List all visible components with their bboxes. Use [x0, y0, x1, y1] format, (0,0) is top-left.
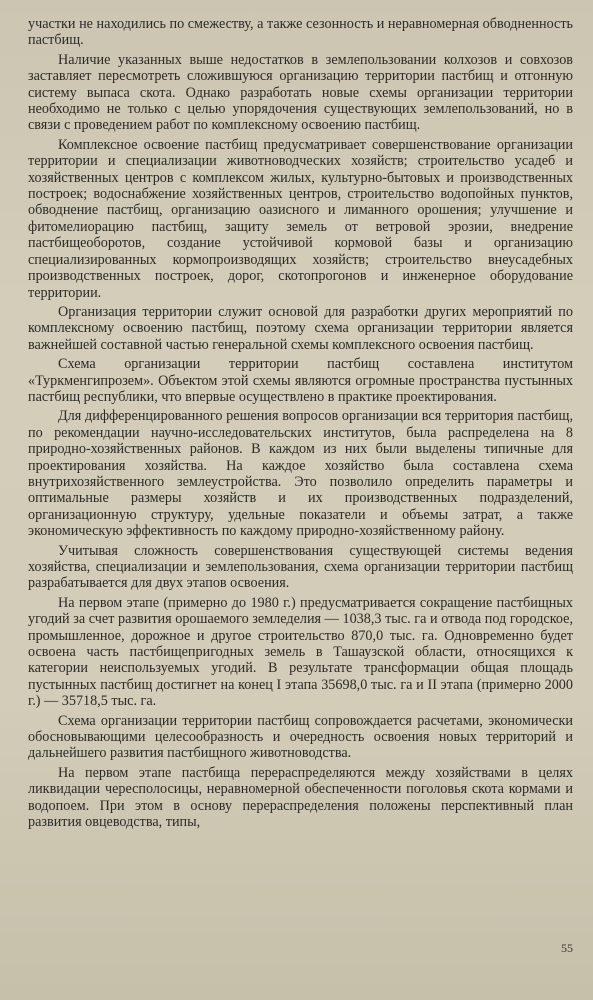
paragraph-8: На первом этапе (примерно до 1980 г.) предусматривается сокращение пастбищных угодий за счет развития орошаемого земледелия — 1038,3 тыс. га и отвода под городское, промышленное, дорожное и другое строительство 870,0 тыс. га. Одновременно будет освоена часть пастбищепригодных земель в Ташаузской области, относящихся к категории неиспользуемых угодий. В результате трансформации общая площадь пустынных пастбищ достигнет на конец I этапа 35698,0 тыс. га и II этапа (примерно 2000 г.) — 35718,5 тыс. га. — [28, 594, 573, 710]
paragraph-1: участки не находились по смежеству, а также сезонность и неравномерная обводненность пастбищ. — [28, 16, 573, 49]
paragraph-9: Схема организации территории пастбищ сопровождается расчетами, экономически обосновывающими целесообразность и очередность освоения новых территорий и дальнейшего развития пастбищного животноводства. — [28, 712, 573, 762]
paragraph-3: Комплексное освоение пастбищ предусматривает совершенствование организации территории и специализации животноводческих хозяйств; строительство усадеб и хозяйственных центров с комплексом жилых, культурно-бытовых и производственных построек; водоснабжение хозяйственных центров, строительство водопойных пунктов, обводнение пастбищ, организацию оазисного и лиманного орошения; улучшение и фитомелиорацию пастбищ, защиту земель от ветровой эрозии, внедрение пастбищеоборотов, создание устойчивой кормовой базы и организацию специализированных кормопроизводящих хозяйств; строительство внеусадебных производственных построек, дорог, скотопрогонов и инженерное оборудование территории. — [28, 136, 573, 301]
page-number: 55 — [561, 941, 573, 955]
paragraph-6: Для дифференцированного решения вопросов организации вся территория пастбищ, по рекомендации научно-исследовательских институтов, была распределена на 8 природно-хозяйственных районов. В каждом из них были выделены типичные для проектирования хозяйства. На каждое хозяйство была составлена схема внутрихозяйственного землеустройства. Это позволило определить параметры и оптимальные размеры хозяйств и их производственных подразделений, организационную структуру, удельные показатели и объемы затрат, а также экономическую эффективность по каждому природно-хозяйственному району. — [28, 408, 573, 540]
paragraph-5: Схема организации территории пастбищ составлена институтом «Туркменгипрозем». Объектом этой схемы являются огромные пространства пустынных пастбищ республики, что впервые осуществлено в практике проектирования. — [28, 356, 573, 405]
paragraph-2: Наличие указанных выше недостатков в землепользовании колхозов и совхозов заставляет пересмотреть сложившуюся организацию территории пастбищ и отгонную систему выпаса скота. Однако разработать новые схемы организации территории необходимо не только с целью упорядочения существующих землепользований, но в связи с проведением работ по комплексному освоению пастбищ. — [28, 51, 573, 134]
paragraph-7: Учитывая сложность совершенствования существующей системы ведения хозяйства, специализации и землепользования, схема организации территории пастбищ разрабатывается для двух этапов освоения. — [28, 542, 573, 592]
page-text — [28, 16, 573, 834]
paragraph-10: На первом этапе пастбища перераспределяются между хозяйствами в целях ликвидации чересполосицы, неравномерной обеспеченности поголовья скота кормами и водопоем. При этом в основу перераспределения положены перспективный план развития овцеводства, типы, — [28, 764, 573, 831]
paragraph-4: Организация территории служит основой для разработки других мероприятий по комплексному освоению пастбищ, поэтому схема организации территории является важнейшей составной частью генеральной схемы комплексного освоения пастбищ. — [28, 303, 573, 353]
